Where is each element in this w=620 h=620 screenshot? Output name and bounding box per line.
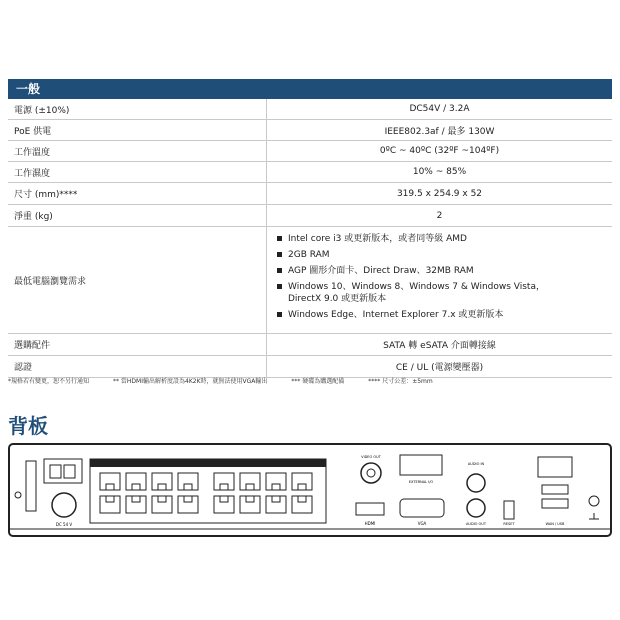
spec-value: 319.5 x 254.9 x 52 <box>266 183 612 204</box>
spec-value: IEEE802.3af / 最多 130W <box>266 120 612 140</box>
section-title: 一般 <box>16 82 41 96</box>
table-row <box>8 205 612 227</box>
bullet-icon <box>277 236 282 241</box>
requirements-list <box>266 227 612 333</box>
spec-value: 10% ~ 85% <box>266 162 612 182</box>
footnote: ** 當HDMI輸出解析度設為4K2K時，就無法使用VGA輸出 <box>113 378 268 385</box>
audio-out-label: AUDIO OUT <box>465 522 487 526</box>
bullet-icon <box>277 312 282 317</box>
external-io-label: EXTERNAL I/O <box>408 480 434 484</box>
audio-in-label: AUDIO IN <box>467 462 485 466</box>
table-row <box>8 162 612 183</box>
list-item: AGP 圖形介面卡、Direct Draw、32MB RAM <box>277 265 474 277</box>
spec-key: 認證 <box>14 363 33 373</box>
bullet-icon <box>277 268 282 273</box>
list-item: Intel core i3 或更新版本，或者同等級 AMD <box>277 233 467 245</box>
spec-key: 選購配件 <box>14 341 51 351</box>
spec-key: PoE 供電 <box>14 126 52 137</box>
spec-value: CE / UL (電源變壓器) <box>266 356 612 377</box>
bullet-icon <box>277 284 282 289</box>
footnote: *** 硬碟為購選配備 <box>291 378 345 385</box>
footnote: *規格若有變更，恕不另行通知 <box>8 378 90 385</box>
section-header-general <box>8 79 612 99</box>
table-row <box>8 334 612 356</box>
spec-table <box>8 99 612 378</box>
table-row <box>8 120 612 141</box>
list-item: Windows 10、Windows 8、Windows 7 & Windows Vista， DirectX 9.0 或更新版本 <box>277 281 545 305</box>
footnote: **** 尺寸公差：±5mm <box>368 378 433 385</box>
spec-key: 淨重 (kg) <box>14 212 53 222</box>
spec-key: 工作濕度 <box>14 168 51 179</box>
video-out-label: VIDEO OUT <box>361 455 381 459</box>
back-panel-title: 背板 <box>8 414 48 438</box>
hdmi-label: HDMI <box>364 521 376 526</box>
spec-value: 2 <box>266 205 612 226</box>
spec-value: 0ºC ~ 40ºC (32ºF ~104ºF) <box>266 141 612 161</box>
spec-value: SATA 轉 eSATA 介面轉接線 <box>266 334 612 355</box>
reset-label: RESET <box>503 522 515 526</box>
table-row <box>8 141 612 162</box>
wan-usb-label: WAN / USB <box>545 522 565 526</box>
vga-label: VGA <box>417 521 427 526</box>
spec-key: 最低電腦瀏覽需求 <box>14 276 87 287</box>
dc-in-label: DC 54 V <box>55 522 73 527</box>
bullet-icon <box>277 252 282 257</box>
footnotes <box>8 376 612 385</box>
back-panel-svg <box>8 443 612 537</box>
list-item: Windows Edge、Internet Explorer 7.x 或更新版本 <box>277 309 503 321</box>
table-row <box>8 356 612 378</box>
spec-key: 電源 (±10%) <box>14 105 70 116</box>
table-row <box>8 99 612 120</box>
table-row <box>8 183 612 205</box>
list-item: 2GB RAM <box>277 249 330 261</box>
table-row-requirements <box>8 227 612 334</box>
back-panel-diagram <box>8 443 612 537</box>
spec-key: 尺寸 (mm)**** <box>14 190 78 200</box>
spec-value: DC54V / 3.2A <box>266 99 612 119</box>
spec-key: 工作溫度 <box>14 147 51 158</box>
